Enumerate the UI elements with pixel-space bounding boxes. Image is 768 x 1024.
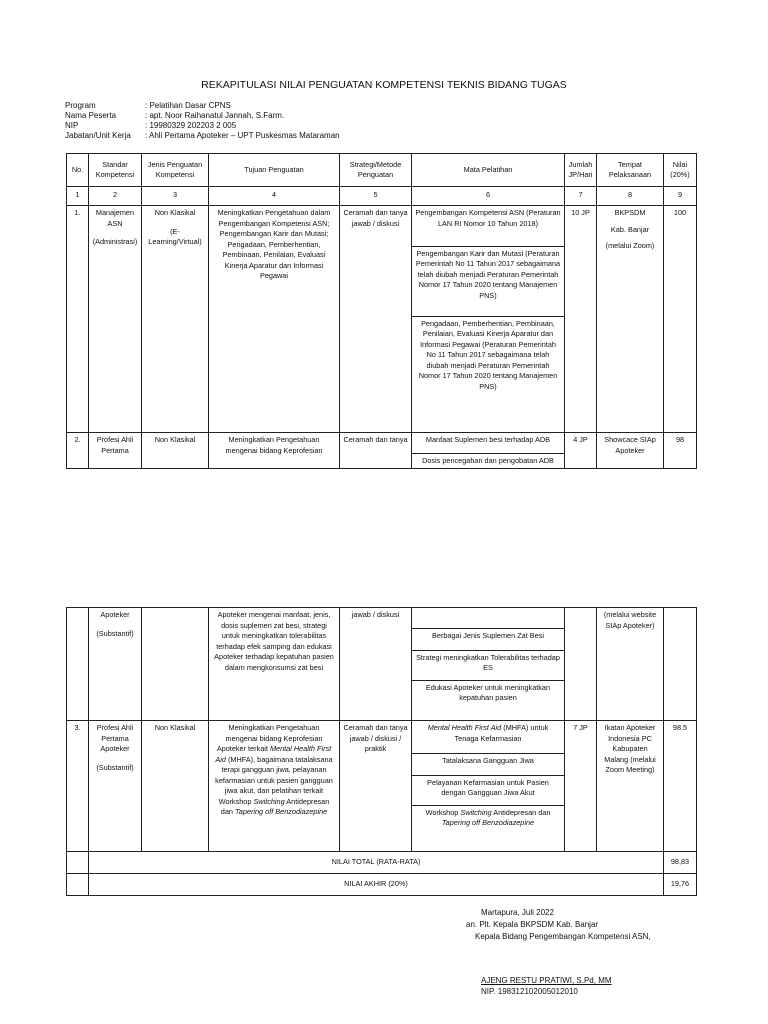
- tujuan-part: Antidepresan dan: [220, 796, 330, 816]
- row-strategi: Ceramah dan tanya: [340, 433, 412, 469]
- tempat-line: Kab. Banjar: [610, 224, 650, 234]
- jenis-sub: (E-Learning/Virtual): [148, 226, 202, 246]
- row-standar: [89, 721, 142, 852]
- header-no: No.: [67, 154, 89, 187]
- row-tempat: (melalui website SIAp Apoteker): [597, 608, 664, 721]
- row-jp: 4 JP: [565, 433, 597, 469]
- mata-text: Workshop: [425, 807, 461, 817]
- participant-info: [65, 101, 340, 141]
- jenis-text: Non Klasikal: [154, 208, 196, 217]
- tujuan-part: Meningkatkan Pengetahuan mengenai bidang Keprofesian Apoteker terkait: [216, 723, 323, 753]
- row-tujuan: [209, 721, 340, 852]
- row-standar: Profesi Ahli Pertama: [89, 433, 142, 469]
- standar-text: Profesi Ahli Pertama Apoteker: [96, 723, 134, 753]
- mata-item: [412, 805, 564, 845]
- row-standar: [89, 206, 142, 433]
- meta-value: : apt. Noor Raihanatul Jannah, S.Farm.: [145, 111, 285, 120]
- mata-item: Pengembangan Kompetensi ASN (Peraturan LAN RI Nomor 10 Tahun 2018): [412, 206, 564, 246]
- meta-row-jabatan: [65, 131, 340, 141]
- final-row: [67, 874, 697, 896]
- row-mata: [412, 433, 565, 469]
- mata-item: Manfaat Suplemen besi terhadap ADB: [412, 433, 564, 453]
- row-nilai: 98: [664, 433, 697, 469]
- signature-nip: NIP. 198312102005012010: [481, 987, 578, 996]
- mata-item: Pelayanan Kefarmasian untuk Pasien dengan Gangguan Jiwa Akut: [412, 775, 564, 805]
- mata-list: [412, 608, 564, 715]
- row-tempat: [597, 206, 664, 433]
- document-title: REKAPITULASI NILAI PENGUATAN KOMPETENSI TEKNIS BIDANG TUGAS: [201, 79, 567, 91]
- total-spacer: [67, 852, 89, 874]
- meta-value: : Ahli Pertama Apoteker – UPT Puskesmas Mataraman: [145, 131, 340, 140]
- header-standar: Standar Kompetensi: [89, 154, 142, 187]
- meta-key: Program: [65, 101, 96, 110]
- meta-row-nip: [65, 121, 340, 131]
- row-strategi: Ceramah dan tanya jawab / diskusi / praktik: [340, 721, 412, 852]
- header-mata: Mata Pelatihan: [412, 154, 565, 187]
- signature-position: Kepala Bidang Pengembangan Kompetensi ASN,: [475, 932, 651, 941]
- standar-sub: (Substantif): [96, 628, 134, 638]
- final-value: 19,76: [664, 874, 697, 896]
- row-tujuan: Meningkatkan Pengetahuan dalam Pengembangan Kompetensi ASN; Pengembangan Karir dan Mutasi; Pengadaan, Pemberhentian, Pembinaan, Penilaian, Evaluasi Kinerja Aparatur dan Informasi Pegawai: [209, 206, 340, 433]
- mata-italic: Mental Health First Aid: [427, 723, 502, 732]
- table-row: [67, 721, 697, 852]
- meta-row-program: [65, 101, 340, 111]
- tujuan-italic: Tapering off Benzodiazepine: [234, 807, 328, 816]
- row-tempat: Showcace SIAp Apoteker: [597, 433, 664, 469]
- row-mata: [412, 206, 565, 433]
- row-jenis: Non Klasikal: [142, 433, 209, 469]
- col-num: 1: [67, 187, 89, 206]
- col-num: 2: [89, 187, 142, 206]
- row-jenis: [142, 206, 209, 433]
- row-jp: 10 JP: [565, 206, 597, 433]
- row-mata: [412, 608, 565, 721]
- header-row: [67, 154, 697, 187]
- table-row: [67, 433, 697, 469]
- mata-text: (MHFA) untuk Tenaga Kefarmasian: [454, 723, 549, 743]
- col-num: 8: [597, 187, 664, 206]
- row-jenis: [142, 608, 209, 721]
- mata-list: [412, 433, 564, 468]
- header-tempat: Tempat Pelaksanaan: [597, 154, 664, 187]
- header-nilai: Nilai (20%): [664, 154, 697, 187]
- row-jenis: Non Klasikal: [142, 721, 209, 852]
- mata-item: Edukasi Apoteker untuk meningkatkan kepatuhan pasien: [425, 682, 551, 702]
- header-jenis: Jenis Penguatan Kompetensi: [142, 154, 209, 187]
- meta-key: Jabatan/Unit Kerja: [65, 131, 131, 140]
- final-label: NILAI AKHIR (20%): [89, 874, 664, 896]
- mata-spacer: [412, 608, 564, 628]
- header-tujuan: Tujuan Penguatan: [209, 154, 340, 187]
- meta-value: : Pelatihan Dasar CPNS: [145, 101, 231, 110]
- tempat-line: BKPSDM: [614, 208, 646, 217]
- row-tujuan: Meningkatkan Pengetahuan mengenai bidang Keprofesian: [209, 433, 340, 469]
- signature-an: an. Plt. Kepala BKPSDM Kab. Banjar: [466, 920, 599, 929]
- meta-key: Nama Peserta: [65, 111, 117, 120]
- row-strategi: Ceramah dan tanya jawab / diskusi: [340, 206, 412, 433]
- col-num: 9: [664, 187, 697, 206]
- mata-item: Pengadaan, Pemberhentian, Pembinaan, Penilaian, Evaluasi Kinerja Aparatur dan Informasi Pegawai (Peraturan Pemerintah No 11 Tahun 2017 sebagaimana telah diubah menjadi Peraturan Pemerintah Nomor 17 Tahun 2020 tentang Manajemen PNS): [418, 318, 558, 391]
- row-mata: [412, 721, 565, 852]
- signature-name: AJENG RESTU PRATIWI, S.Pd, MM: [481, 976, 612, 985]
- recap-table-part2: [66, 607, 697, 896]
- col-num: 3: [142, 187, 209, 206]
- mata-text: Antidepresan dan: [491, 807, 551, 817]
- row-nilai: [664, 608, 697, 721]
- col-num: 5: [340, 187, 412, 206]
- meta-key: NIP: [65, 121, 79, 130]
- row-nilai: 98.5: [664, 721, 697, 852]
- total-value: 98,83: [664, 852, 697, 874]
- meta-row-name: [65, 111, 340, 121]
- mata-item: Dosis pencegahan dan pengobatan ADB: [422, 455, 554, 465]
- row-standar: [89, 608, 142, 721]
- table-row-continued: [67, 608, 697, 721]
- row-no: 1.: [67, 206, 89, 433]
- col-num: 4: [209, 187, 340, 206]
- row-jp: 7 JP: [565, 721, 597, 852]
- mata-italic: Tapering off Benzodiazepine: [441, 818, 535, 827]
- col-num: 7: [565, 187, 597, 206]
- col-num: 6: [412, 187, 565, 206]
- tujuan-italic: Mental Health First Aid: [215, 744, 332, 764]
- tujuan-italic: Switching: [253, 796, 285, 806]
- row-tujuan: Apoteker mengenai manfaat, jenis, dosis suplemen zat besi, strategi untuk meningkatkan tolerabilitas terhadap efek samping dan edukasi Apoteker terhadap kepatuhan pasien dalam mengkonsumsi zat besi: [209, 608, 340, 721]
- meta-value: : 19980329 202203 2 005: [145, 121, 237, 130]
- mata-list: [412, 206, 564, 398]
- signature-place-date: Martapura, Juli 2022: [481, 908, 554, 917]
- standar-sub: (Administrasi): [92, 237, 138, 246]
- final-spacer: [67, 874, 89, 896]
- row-tempat: Ikatan Apoteker Indonesia PC Kabupaten Malang (melalui Zoom Meeting): [597, 721, 664, 852]
- tujuan-part: (MHFA), bagaimana tatalaksana terapi gangguan jiwa, pelayanan kefarmasian untuk pasien gangguan jiwa akut, dan pelatihan terkait Workshop: [215, 754, 333, 806]
- row-no: [67, 608, 89, 721]
- mata-item: Pengembangan Karir dan Mutasi (Peraturan Pemerintah No 11 Tahun 2017 sebagaimana telah diubah menjadi Peraturan Pemerintah Nomor 17 Tahun 2020 tentang Manajemen PNS): [412, 246, 564, 316]
- total-label: NILAI TOTAL (RATA-RATA): [89, 852, 664, 874]
- mata-item: Tatalaksana Gangguan Jiwa: [412, 753, 564, 775]
- mata-item: Strategi meningkatkan Tolerabilitas terhadap ES: [412, 650, 564, 680]
- total-row: [67, 852, 697, 874]
- row-no: 2.: [67, 433, 89, 469]
- table-row: [67, 206, 697, 433]
- header-strategi: Strategi/Metode Penguatan: [340, 154, 412, 187]
- mata-list: [412, 721, 564, 845]
- row-nilai: 100: [664, 206, 697, 433]
- row-no: 3.: [67, 721, 89, 852]
- mata-item: Berbagai Jenis Suplemen Zat Besi: [412, 628, 564, 650]
- standar-text: Apoteker: [100, 610, 130, 619]
- mata-italic: Switching: [460, 807, 492, 817]
- header-number-row: [67, 187, 697, 206]
- header-jp: Jumlah JP/Hari: [565, 154, 597, 187]
- standar-sub: (Substantif): [96, 762, 134, 772]
- mata-item: [412, 721, 564, 753]
- standar-text: Manajemen ASN: [95, 208, 135, 228]
- row-strategi: jawab / diskusi: [340, 608, 412, 721]
- tempat-line: (melalui Zoom): [605, 241, 655, 250]
- row-jp: [565, 608, 597, 721]
- recap-table-part1: [66, 153, 697, 469]
